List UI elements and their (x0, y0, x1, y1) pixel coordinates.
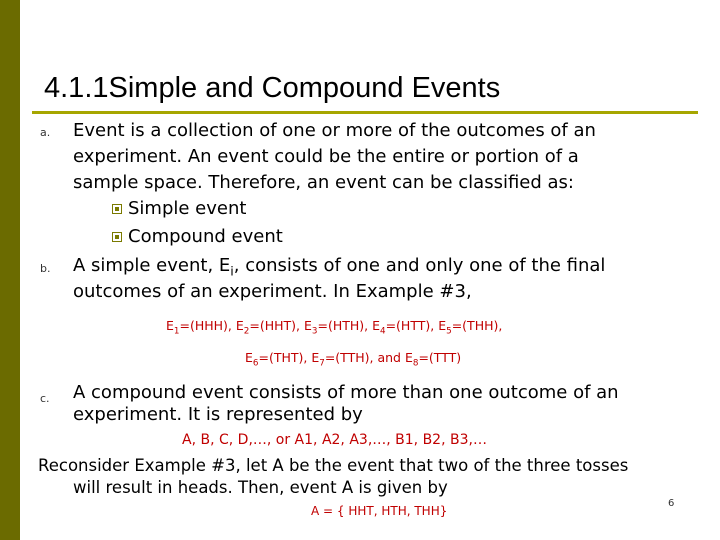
reconsider-line-1: Reconsider Example #3, let A be the event that two of the three tosses (38, 456, 629, 475)
event-representation: A, B, C, D,…, or A1, A2, A3,…, B1, B2, B3,… (182, 432, 487, 448)
item-c-line-2: experiment. It is represented by (73, 404, 363, 425)
outcome-item: $E_6=(THT)$ (245, 350, 304, 369)
item-b-label: b. (40, 262, 51, 275)
slide-title: 4.1.1Simple and Compound Events (44, 72, 501, 104)
outcome-item: $E_1=(HHH)$ (166, 318, 228, 337)
item-c-line-1: A compound event consists of more than one outcome of an (73, 382, 619, 403)
item-a-line-2: experiment. An event could be the entire or portion of a (73, 146, 579, 167)
item-c-label: c. (40, 392, 50, 405)
item-a-label: a. (40, 126, 51, 139)
page-number: 6 (668, 498, 675, 509)
event-a-definition: A = { HHT, HTH, THH} (311, 504, 448, 518)
reconsider-line-2: will result in heads. Then, event A is given by (73, 478, 448, 497)
bullet-simple-event: Simple event (112, 195, 246, 223)
item-a-line-3: sample space. Therefore, an event can be classified as: (73, 172, 574, 193)
left-sidebar-bar (0, 0, 20, 540)
item-b-line-2: outcomes of an experiment. In Example #3, (73, 281, 472, 302)
bullet-compound-event: Compound event (112, 223, 283, 251)
item-a-line-1: Event is a collection of one or more of the outcomes of an (73, 120, 596, 141)
outcome-item: $E_3=(HTH)$ (303, 318, 365, 337)
outcome-item: $E_7=(TTH)$ (311, 350, 370, 369)
item-b-line-1: A simple event, $E_i$, consists of one and only one of the final (73, 255, 606, 279)
outcome-item: $E_8=(TTT)$ (404, 350, 462, 369)
title-underline (32, 111, 698, 114)
outcome-list-line-1: $E_1=(HHH)$, $E_2=(HHT)$, $E_3=(HTH)$, $E_4=(HTT)$, $E_5=(THH)$, (166, 318, 503, 337)
checkbox-bullet-icon (112, 232, 122, 242)
outcome-item: $E_5=(THH)$ (438, 318, 499, 337)
outcome-list-line-2: $E_6=(THT)$, $E_7=(TTH)$, and $E_8=(TTT)$ (245, 350, 462, 369)
outcome-item: $E_4=(HTT)$ (372, 318, 431, 337)
outcome-item: $E_2=(HHT)$ (235, 318, 297, 337)
checkbox-bullet-icon (112, 204, 122, 214)
